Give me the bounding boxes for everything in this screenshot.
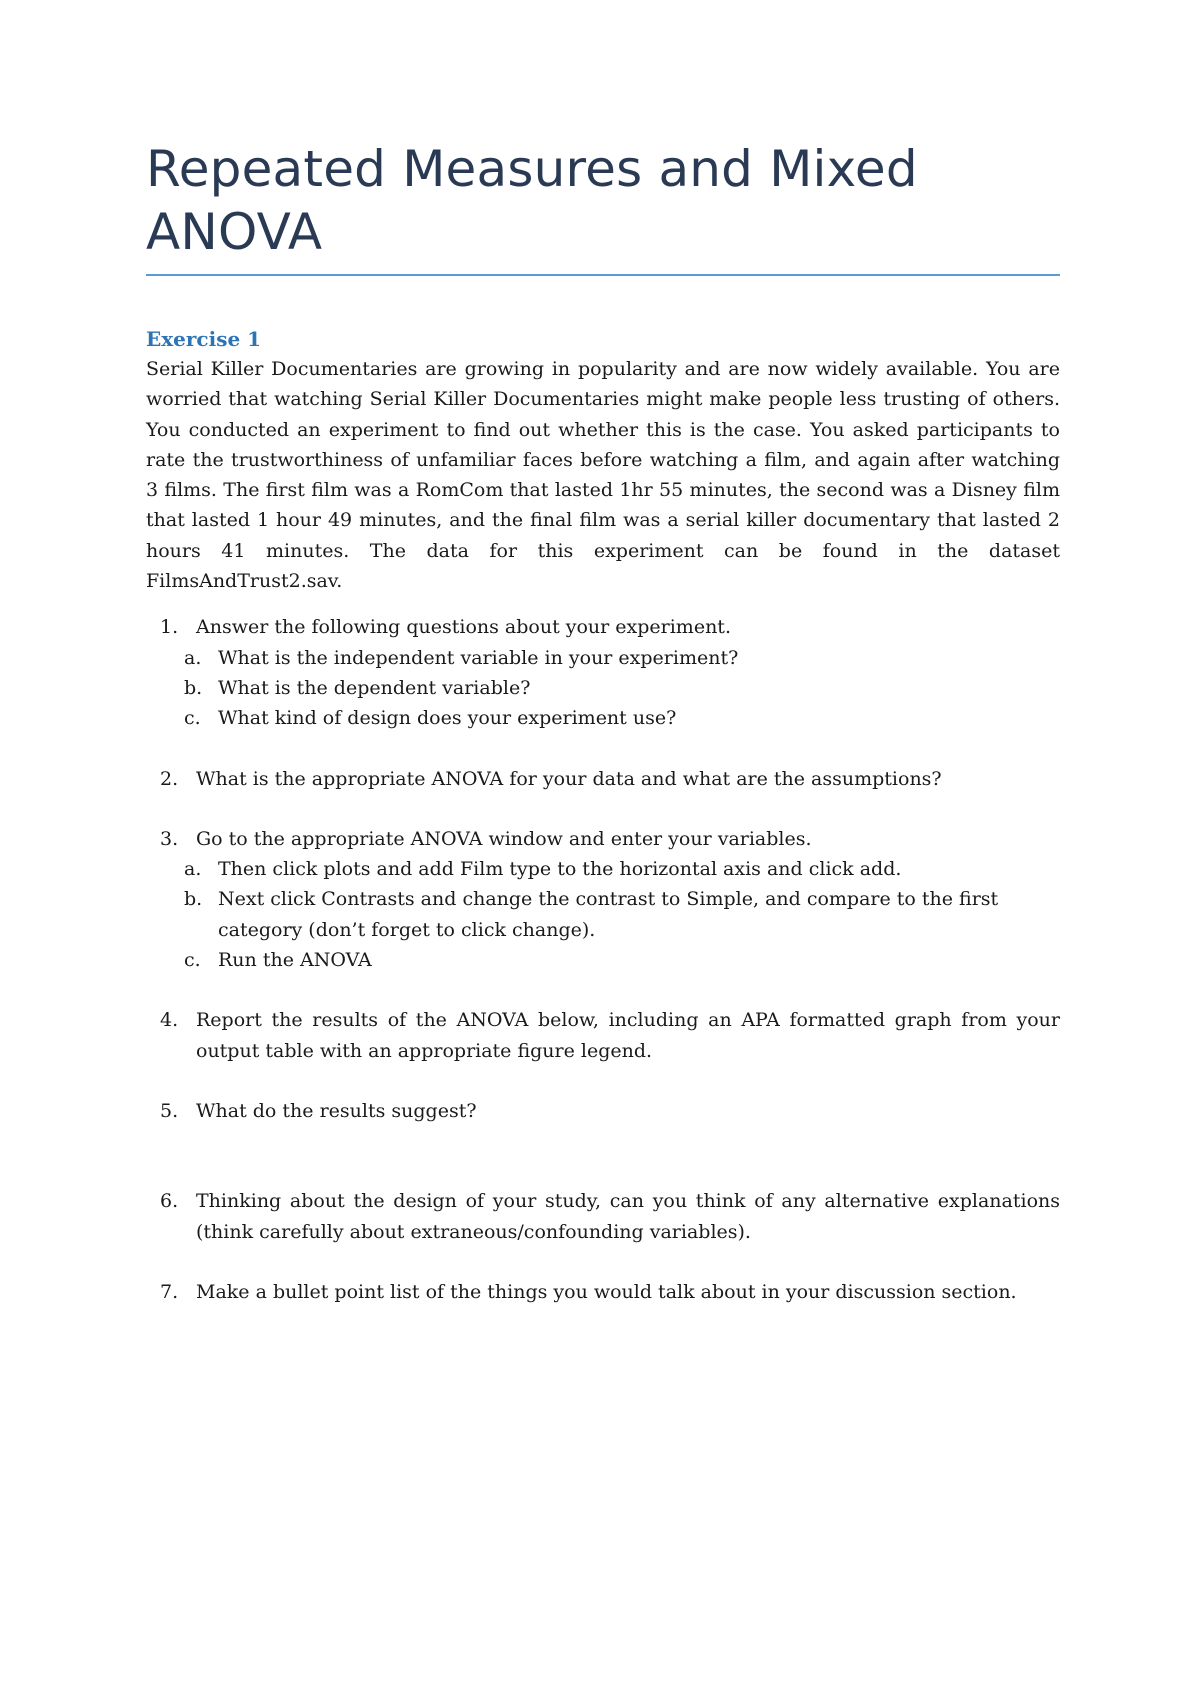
exercise-intro: Serial Killer Documentaries are growing in popularity and are now widely available. You are worried that watching Serial Killer Documentaries might make people less trusting of others. You conducted an experiment to find out whether this is the case. You asked participants to rate the trustworthiness of unfamiliar faces before watching a film, and again after watching 3 films. The first film was a RomCom that lasted 1hr 55 minutes, the second was a Disney film that lasted 1 hour 49 minutes, and the final film was a serial killer documentary that lasted 2 hours 41 minutes. The data for this experiment can be found in the dataset FilmsAndTrust2.sav.: [146, 358, 1060, 593]
subquestion-item: [146, 945, 1060, 975]
subquestion-text: Run the ANOVA: [218, 949, 372, 972]
question-item: [146, 824, 1060, 854]
exercise-heading: Exercise 1: [146, 327, 262, 351]
question-item: [146, 612, 1060, 642]
question-text: Report the results of the ANOVA below, including an APA formatted graph from your output table with an appropriate figure legend.: [196, 1009, 1060, 1062]
question-number: 2.: [160, 767, 179, 790]
subquestion-letter: c.: [184, 707, 201, 730]
subquestion-letter: c.: [184, 949, 201, 972]
subquestion-item: [146, 673, 1060, 703]
question-item: [146, 764, 1060, 794]
question-number: 3.: [160, 827, 179, 850]
document-content: [146, 138, 1060, 1307]
subquestion-text: What is the dependent variable?: [218, 676, 531, 699]
title-divider: [146, 274, 1060, 276]
question-item: [146, 1096, 1060, 1126]
subquestion-text: What kind of design does your experiment use?: [218, 707, 677, 730]
subquestion-text: Then click plots and add Film type to the horizontal axis and click add.: [218, 858, 902, 881]
subquestion-letter: b.: [184, 888, 203, 911]
question-number: 1.: [160, 616, 179, 639]
subquestion-letter: b.: [184, 676, 203, 699]
subquestion-item: [146, 703, 1060, 733]
subquestion-item: [146, 884, 1060, 945]
question-number: 5.: [160, 1099, 179, 1122]
question-number: 4.: [160, 1009, 179, 1032]
question-text: Make a bullet point list of the things you would talk about in your discussion section.: [196, 1280, 1017, 1303]
subquestion-text: Next click Contrasts and change the contrast to Simple, and compare to the first category (don’t forget to click change).: [218, 888, 999, 941]
subquestion-text: What is the independent variable in your experiment?: [218, 646, 739, 669]
question-number: 6.: [160, 1190, 179, 1213]
subquestion-letter: a.: [184, 858, 202, 881]
subquestion-item: [146, 643, 1060, 673]
question-text: Thinking about the design of your study, can you think of any alternative explanations (think carefully about extraneous/confounding variables).: [196, 1190, 1060, 1243]
question-text: Go to the appropriate ANOVA window and enter your variables.: [196, 827, 812, 850]
question-text: What do the results suggest?: [196, 1099, 477, 1122]
question-item: [146, 1186, 1060, 1247]
question-list: [146, 612, 1060, 1307]
question-text: What is the appropriate ANOVA for your data and what are the assumptions?: [196, 767, 942, 790]
subquestion-letter: a.: [184, 646, 202, 669]
question-text: Answer the following questions about your experiment.: [196, 616, 731, 639]
question-item: [146, 1277, 1060, 1307]
question-number: 7.: [160, 1280, 179, 1303]
question-item: [146, 1005, 1060, 1066]
document-title: Repeated Measures and Mixed ANOVA: [146, 140, 918, 261]
subquestion-item: [146, 854, 1060, 884]
